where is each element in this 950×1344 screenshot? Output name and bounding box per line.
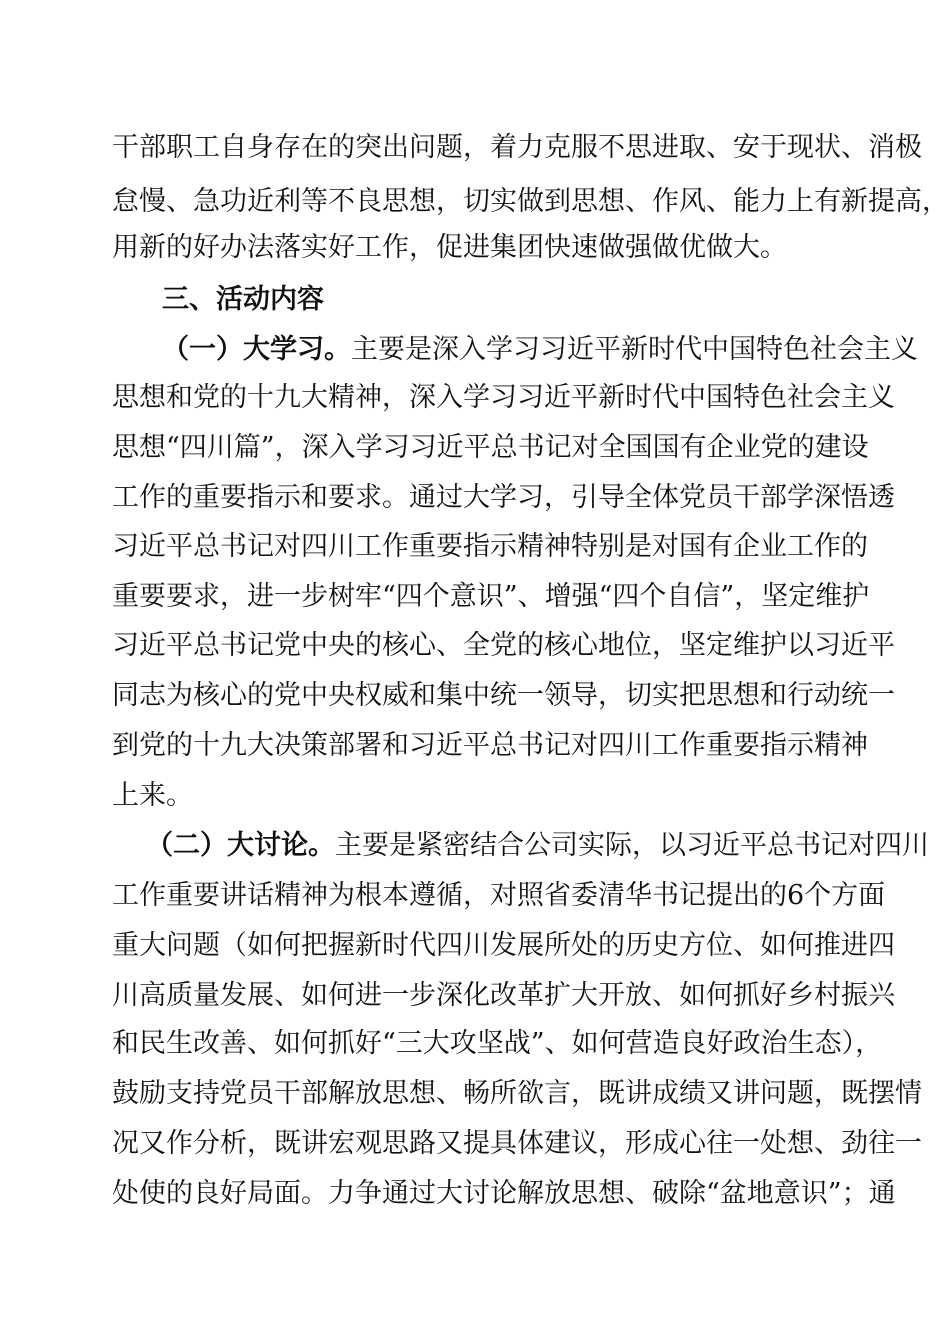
body-line: 到党的十九大决策部署和习近平总书记对四川工作重要指示精神 bbox=[112, 730, 868, 761]
body-line: 鼓励支持党员干部解放思想、畅所欲言，既讲成绩又讲问题，既摆情 bbox=[112, 1078, 922, 1109]
paragraph-first-line bbox=[146, 826, 929, 866]
body-line: 川高质量发展、如何进一步深化改革扩大开放、如何抓好乡村振兴 bbox=[112, 980, 895, 1011]
paragraph-text: 主要是紧密结合公司实际，以习近平总书记对四川 bbox=[335, 830, 929, 861]
body-line: 思想“四川篇”，深入学习习近平总书记对全国国有企业党的建设 bbox=[112, 432, 869, 463]
body-line: 工作的重要指示和要求。通过大学习，引导全体党员干部学深悟透 bbox=[112, 482, 895, 513]
paragraph-label: （一）大学习。 bbox=[162, 334, 351, 365]
paragraph-text: 主要是深入学习习近平新时代中国特色社会主义 bbox=[351, 334, 918, 365]
body-line: 重要要求，进一步树牢“四个意识”、增强“四个自信”，坚定维护 bbox=[112, 581, 870, 612]
body-line: 用新的好办法落实好工作，促进集团快速做强做优做大。 bbox=[112, 232, 787, 263]
body-line: 习近平总书记对四川工作重要指示精神特别是对国有企业工作的 bbox=[112, 531, 868, 562]
body-line: 况又作分析，既讲宏观思路又提具体建议，形成心往一处想、劲往一 bbox=[112, 1128, 922, 1159]
body-line: 重大问题（如何把握新时代四川发展所处的历史方位、如何推进四 bbox=[112, 930, 895, 961]
body-line: 工作重要讲话精神为根本遵循，对照省委清华书记提出的6个方面 bbox=[112, 880, 886, 911]
body-line: 习近平总书记党中央的核心、全党的核心地位，坚定维护以习近平 bbox=[112, 630, 895, 661]
body-line: 干部职工自身存在的突出问题，着力克服不思进取、安于现状、消极 bbox=[112, 132, 922, 163]
section-heading: 三、活动内容 bbox=[162, 284, 324, 315]
body-line: 思想和党的十九大精神，深入学习习近平新时代中国特色社会主义 bbox=[112, 382, 895, 413]
body-line: 怠慢、急功近利等不良思想，切实做到思想、作风、能力上有新提高， bbox=[112, 186, 949, 217]
body-line: 处使的良好局面。力争通过大讨论解放思想、破除“盆地意识”；通 bbox=[112, 1178, 896, 1209]
body-line: 和民生改善、如何抓好“三大攻坚战”、如何营造良好政治生态）， bbox=[112, 1028, 883, 1059]
body-line: 同志为核心的党中央权威和集中统一领导，切实把思想和行动统一 bbox=[112, 680, 895, 711]
paragraph-first-line bbox=[162, 330, 918, 370]
paragraph-label: （二）大讨论。 bbox=[146, 830, 335, 861]
body-line: 上来。 bbox=[112, 780, 193, 811]
